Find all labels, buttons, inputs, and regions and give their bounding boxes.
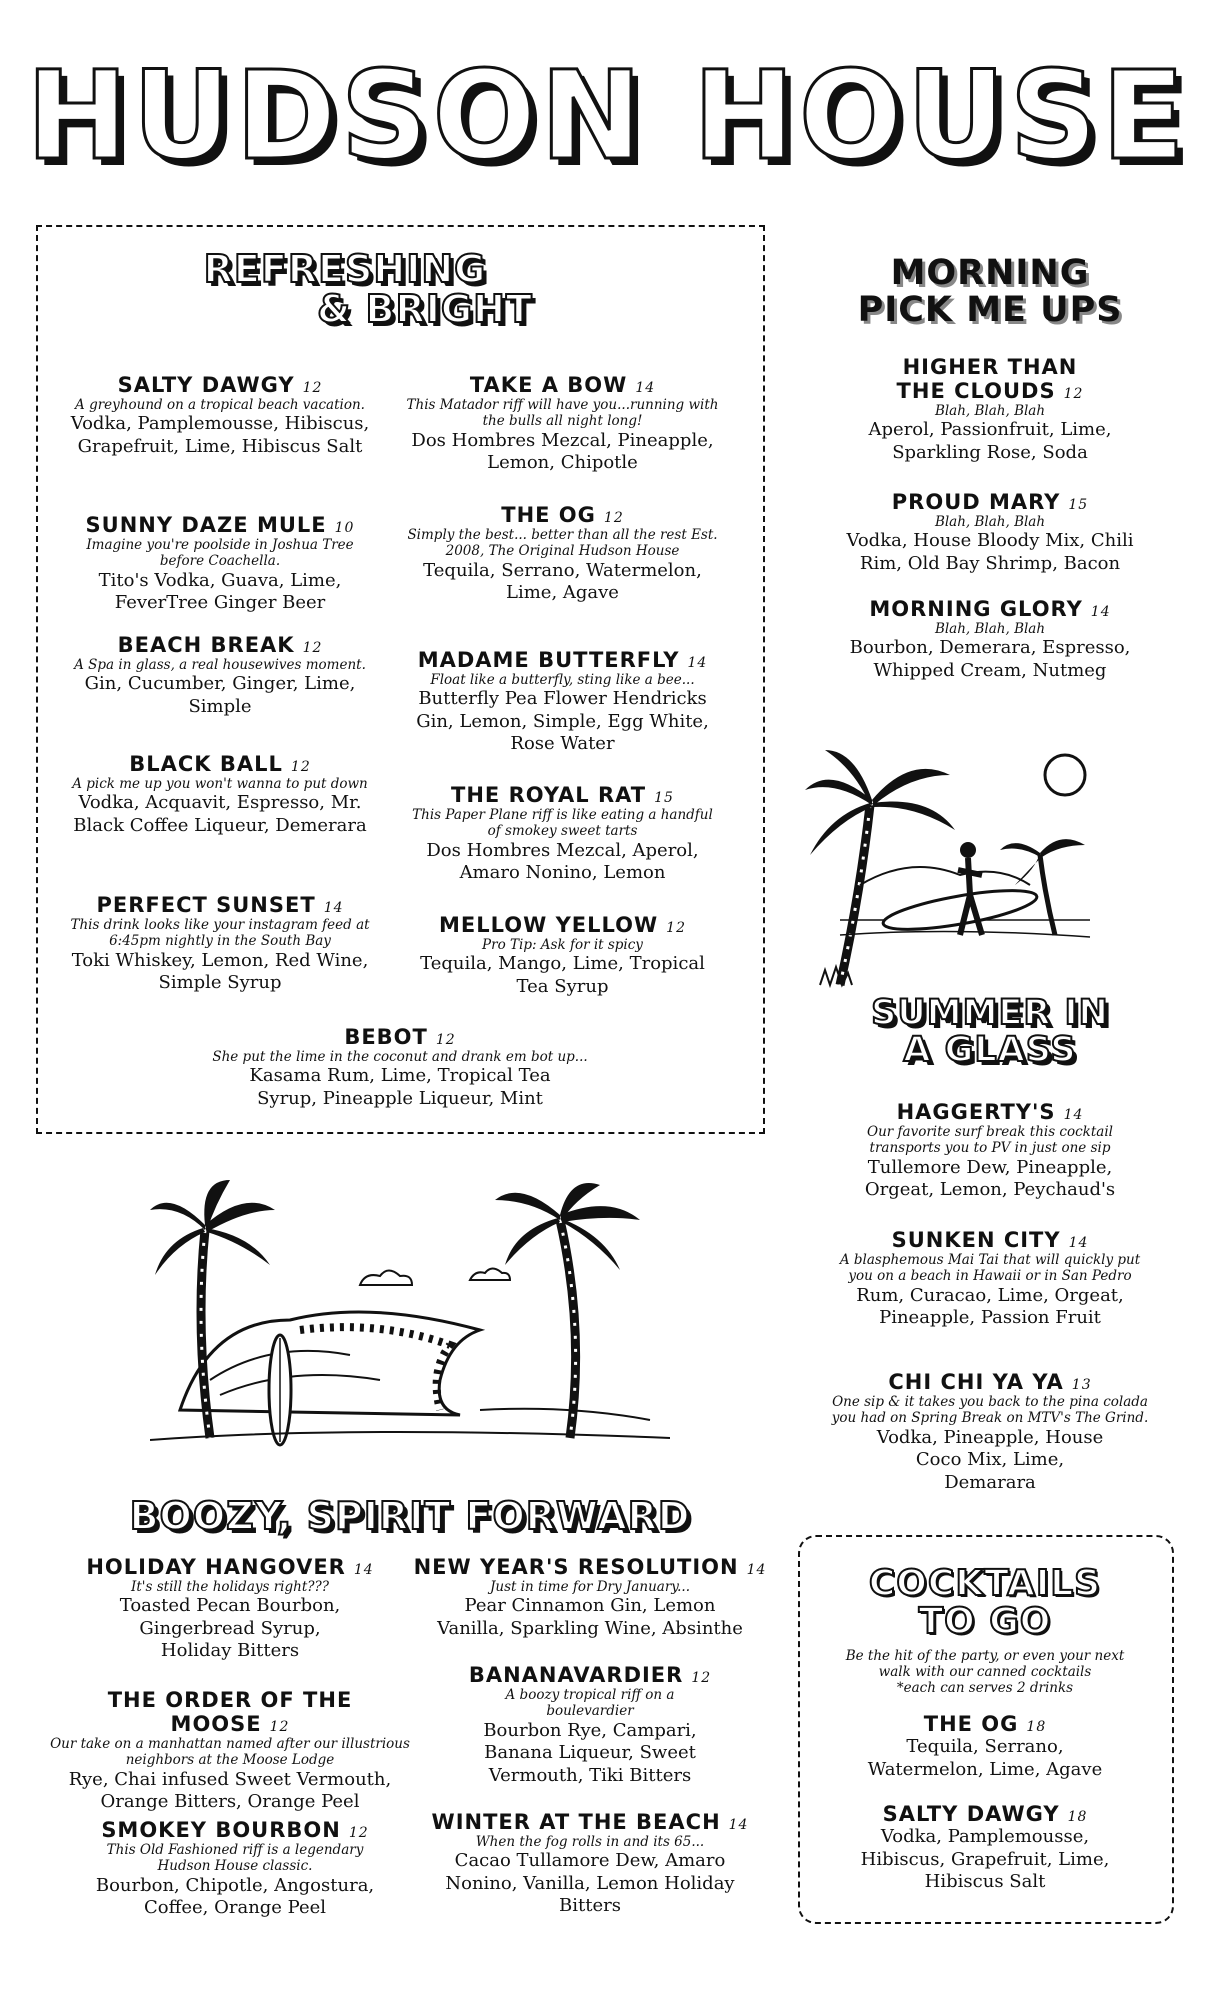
drink-ingredients: Bourbon, Demerara, Espresso, Whipped Cream, Nutmeg [849, 637, 1131, 681]
drink-perfect-sunset [70, 893, 370, 995]
drink-beach-break [70, 633, 370, 718]
drink-take-a-bow [405, 373, 720, 475]
drink-name: HIGHER THAN THE CLOUDS [896, 355, 1078, 404]
drink-holiday-hangover [60, 1555, 400, 1663]
drink-desc: Simply the best... better than all the rest Est. 2008, The Original Hudson House [407, 527, 718, 560]
drink-price: 14 [1068, 1235, 1089, 1251]
drink-name: CHI CHI YA YA [888, 1370, 1064, 1394]
drink-price: 12 [1063, 386, 1084, 403]
drink-black-ball [70, 752, 370, 837]
drink-ingredients: Tequila, Serrano, Watermelon, Lime, Agave [867, 1736, 1103, 1780]
drink-haggertys [830, 1100, 1150, 1202]
refreshing-title-line2: & BRIGHT [317, 286, 533, 331]
drink-name: WINTER AT THE BEACH [431, 1810, 721, 1834]
drink-price: 14 [323, 900, 344, 916]
drink-desc: Our take on a manhattan named after our illustrious neighbors at the Moose Lodge [50, 1736, 410, 1769]
drink-price: 14 [728, 1817, 749, 1833]
drink-desc: Blah, Blah, Blah [934, 514, 1046, 531]
drink-price: 12 [269, 1719, 290, 1736]
refreshing-title [150, 247, 600, 331]
drink-price: 15 [1068, 497, 1089, 513]
drink-proud-mary [825, 490, 1155, 575]
drink-ingredients: Kasama Rum, Lime, Tropical Tea Syrup, Pineapple Liqueur, Mint [249, 1065, 551, 1109]
drink-ingredients: Tequila, Serrano, Watermelon, Lime, Agave [423, 559, 702, 604]
boozy-title: BOOZY, SPIRIT FORWARD [129, 1494, 691, 1538]
drink-desc: A Spa in glass, a real housewives moment. [74, 657, 366, 674]
drink-the-royal-rat [405, 783, 720, 885]
drink-desc: This Old Fashioned riff is a legendary Hudson House classic. [106, 1842, 364, 1875]
drink-price: 18 [1026, 1719, 1047, 1735]
drink-name: BEACH BREAK [117, 633, 295, 657]
drink-desc: A greyhound on a tropical beach vacation. [75, 397, 365, 414]
drink-desc: This drink looks like your instagram feed at 6:45pm nightly in the South Bay [70, 917, 370, 950]
drink-desc: One sip & it takes you back to the pina colada you had on Spring Break on MTV's The Grind. [831, 1394, 1149, 1427]
refreshing-title-line1: REFRESHING [203, 247, 487, 291]
togo-title-line2: TO GO [918, 1600, 1052, 1642]
drink-name: HOLIDAY HANGOVER [86, 1555, 346, 1579]
drink-desc: A boozy tropical riff on a boulevardier [505, 1687, 675, 1720]
drink-desc: A blasphemous Mai Tai that will quickly put you on a beach in Hawaii or in San Pedro [839, 1252, 1141, 1285]
drink-bananavardier [440, 1663, 740, 1787]
drink-name: SUNKEN CITY [891, 1228, 1061, 1252]
drink-name: HAGGERTY'S [896, 1100, 1056, 1124]
drink-the-og [405, 503, 720, 605]
drink-ingredients: Dos Hombres Mezcal, Aperol, Amaro Nonino, Lemon [426, 839, 699, 884]
togo-salty-dawgy [835, 1802, 1135, 1894]
drink-desc: A pick me up you won't wanna to put down [72, 776, 368, 793]
drink-ingredients: Rum, Curacao, Lime, Orgeat, Pineapple, Passion Fruit [856, 1284, 1124, 1329]
togo-the-og [835, 1712, 1135, 1781]
drink-madame-butterfly [405, 648, 720, 756]
drink-price: 18 [1067, 1809, 1088, 1825]
drink-ingredients: Gin, Cucumber, Ginger, Lime, Simple [84, 673, 356, 717]
drink-ingredients: Vodka, House Bloody Mix, Chili Rim, Old Bay Shrimp, Bacon [846, 530, 1134, 574]
drink-price: 12 [302, 640, 323, 656]
drink-name: BEBOT [344, 1025, 428, 1049]
drink-ingredients: Vodka, Pamplemousse, Hibiscus, Grapefruit, Lime, Hibiscus Salt [860, 1826, 1110, 1893]
drink-price: 12 [435, 1032, 456, 1048]
drink-price: 12 [290, 759, 311, 775]
morning-title-line1: MORNING [890, 253, 1090, 293]
drink-price: 14 [635, 380, 656, 396]
drink-sunny-daze-mule [70, 513, 370, 615]
drink-desc: When the fog rolls in and its 65... [475, 1834, 705, 1851]
wave-palm-illustration [150, 1180, 670, 1450]
drink-ingredients: Toasted Pecan Bourbon, Gingerbread Syrup, Holiday Bitters [119, 1595, 341, 1662]
togo-note: *each can serves 2 drinks [896, 1680, 1074, 1697]
drink-ingredients: Rye, Chai infused Sweet Vermouth, Orange Bitters, Orange Peel [68, 1768, 392, 1813]
drink-ingredients: Pear Cinnamon Gin, Lemon Vanilla, Sparkling Wine, Absinthe [437, 1595, 743, 1639]
surfer-palm-illustration [800, 745, 1100, 990]
drink-name: THE ROYAL RAT [451, 783, 647, 807]
drink-morning-glory [825, 597, 1155, 682]
drink-price: 14 [1063, 1107, 1084, 1123]
drink-desc: Blah, Blah, Blah [934, 621, 1046, 638]
morning-title-line2: PICK ME UPS [857, 289, 1123, 330]
drink-name: TAKE A BOW [469, 373, 628, 397]
drink-sunken-city [830, 1228, 1150, 1330]
drink-name: PROUD MARY [891, 490, 1061, 514]
drink-name: BLACK BALL [129, 752, 283, 776]
drink-price: 12 [302, 380, 323, 396]
drink-ingredients: Bourbon Rye, Campari, Banana Liqueur, Sweet Vermouth, Tiki Bitters [483, 1719, 697, 1786]
drink-ingredients: Butterfly Pea Flower Hendricks Gin, Lemon, Simple, Egg White, Rose Water [416, 688, 709, 755]
drink-name: MORNING GLORY [869, 597, 1083, 621]
drink-desc: Our favorite surf break this cocktail transports you to PV in just one sip [867, 1124, 1113, 1157]
drink-ingredients: Tullemore Dew, Pineapple, Orgeat, Lemon, Peychaud's [864, 1156, 1116, 1201]
drink-ingredients: Tito's Vodka, Guava, Lime, FeverTree Ginger Beer [98, 569, 342, 614]
page-title: HUDSON HOUSE [26, 45, 1189, 187]
drink-desc: Pro Tip: Ask for it spicy [482, 937, 643, 954]
drink-bebot [180, 1025, 620, 1110]
togo-title [820, 1565, 1150, 1641]
drink-name: SMOKEY BOURBON [101, 1818, 341, 1842]
drink-smokey-bourbon [80, 1818, 390, 1920]
togo-intro-text: Be the hit of the party, or even your next walk with our canned cocktails [845, 1648, 1125, 1681]
drink-ingredients: Bourbon, Chipotle, Angostura, Coffee, Orange Peel [95, 1874, 375, 1919]
togo-title-line1: COCKTAILS [868, 1563, 1102, 1604]
drink-new-years-resolution [410, 1555, 770, 1640]
drink-price: 14 [353, 1562, 374, 1578]
drink-higher-than-the-clouds [825, 355, 1155, 464]
drink-ingredients: Vodka, Pineapple, House Coco Mix, Lime, Demarara [876, 1426, 1104, 1493]
drink-mellow-yellow [405, 913, 720, 998]
drink-price: 12 [603, 510, 624, 526]
drink-name: THE ORDER OF THE MOOSE [107, 1688, 353, 1737]
drink-name: SALTY DAWGY [117, 373, 295, 397]
drink-ingredients: Aperol, Passionfruit, Lime, Sparkling Rose, Soda [868, 419, 1112, 463]
morning-title [820, 255, 1160, 329]
drink-ingredients: Vodka, Pamplemousse, Hibiscus, Grapefruit, Lime, Hibiscus Salt [70, 413, 370, 457]
drink-chi-chi-ya-ya [830, 1370, 1150, 1494]
drink-desc: It's still the holidays right??? [131, 1579, 329, 1596]
drink-ingredients: Dos Hombres Mezcal, Pineapple, Lemon, Chipotle [411, 429, 714, 474]
drink-name: MELLOW YELLOW [439, 913, 659, 937]
drink-price: 12 [691, 1670, 712, 1686]
drink-price: 10 [334, 520, 355, 536]
drink-name: PERFECT SUNSET [96, 893, 316, 917]
drink-desc: She put the lime in the coconut and drank em bot up... [212, 1049, 588, 1066]
drink-name: NEW YEAR'S RESOLUTION [413, 1555, 739, 1579]
drink-name: BANANAVARDIER [468, 1663, 684, 1687]
drink-name: SALTY DAWGY [882, 1802, 1060, 1826]
drink-price: 13 [1071, 1377, 1092, 1393]
drink-name: THE OG [923, 1712, 1019, 1736]
summer-title [840, 995, 1140, 1069]
drink-price: 12 [348, 1825, 369, 1841]
drink-ingredients: Toki Whiskey, Lemon, Red Wine, Simple Syrup [71, 949, 369, 994]
drink-order-of-the-moose [50, 1688, 410, 1814]
drink-ingredients: Cacao Tullamore Dew, Amaro Nonino, Vanilla, Lemon Holiday Bitters [445, 1850, 735, 1917]
drink-price: 14 [687, 655, 708, 671]
summer-title-line2: A GLASS [903, 1029, 1077, 1070]
drink-salty-dawgy [70, 373, 370, 458]
drink-name: THE OG [501, 503, 596, 527]
drink-desc: This Matador riff will have you...running with the bulls all night long! [406, 397, 719, 430]
drink-price: 12 [666, 920, 686, 936]
drink-winter-at-the-beach [420, 1810, 760, 1918]
drink-desc: Imagine you're poolside in Joshua Tree before Coachella. [86, 537, 354, 570]
drink-price: 15 [654, 790, 674, 806]
drink-ingredients: Vodka, Acquavit, Espresso, Mr. Black Coffee Liqueur, Demerara [73, 792, 367, 836]
togo-intro [825, 1648, 1145, 1697]
drink-desc: Float like a butterfly, sting like a bee... [430, 672, 695, 689]
drink-desc: This Paper Plane riff is like eating a handful of smokey sweet tarts [412, 807, 713, 840]
drink-name: MADAME BUTTERFLY [417, 648, 680, 672]
summer-title-line1: SUMMER IN [871, 993, 1109, 1033]
drink-price: 14 [746, 1562, 767, 1578]
drink-ingredients: Tequila, Mango, Lime, Tropical Tea Syrup [420, 953, 705, 997]
drink-desc: Just in time for Dry January... [489, 1579, 690, 1596]
drink-desc: Blah, Blah, Blah [934, 403, 1046, 420]
drink-name: SUNNY DAZE MULE [85, 513, 327, 537]
drink-price: 14 [1090, 604, 1111, 620]
